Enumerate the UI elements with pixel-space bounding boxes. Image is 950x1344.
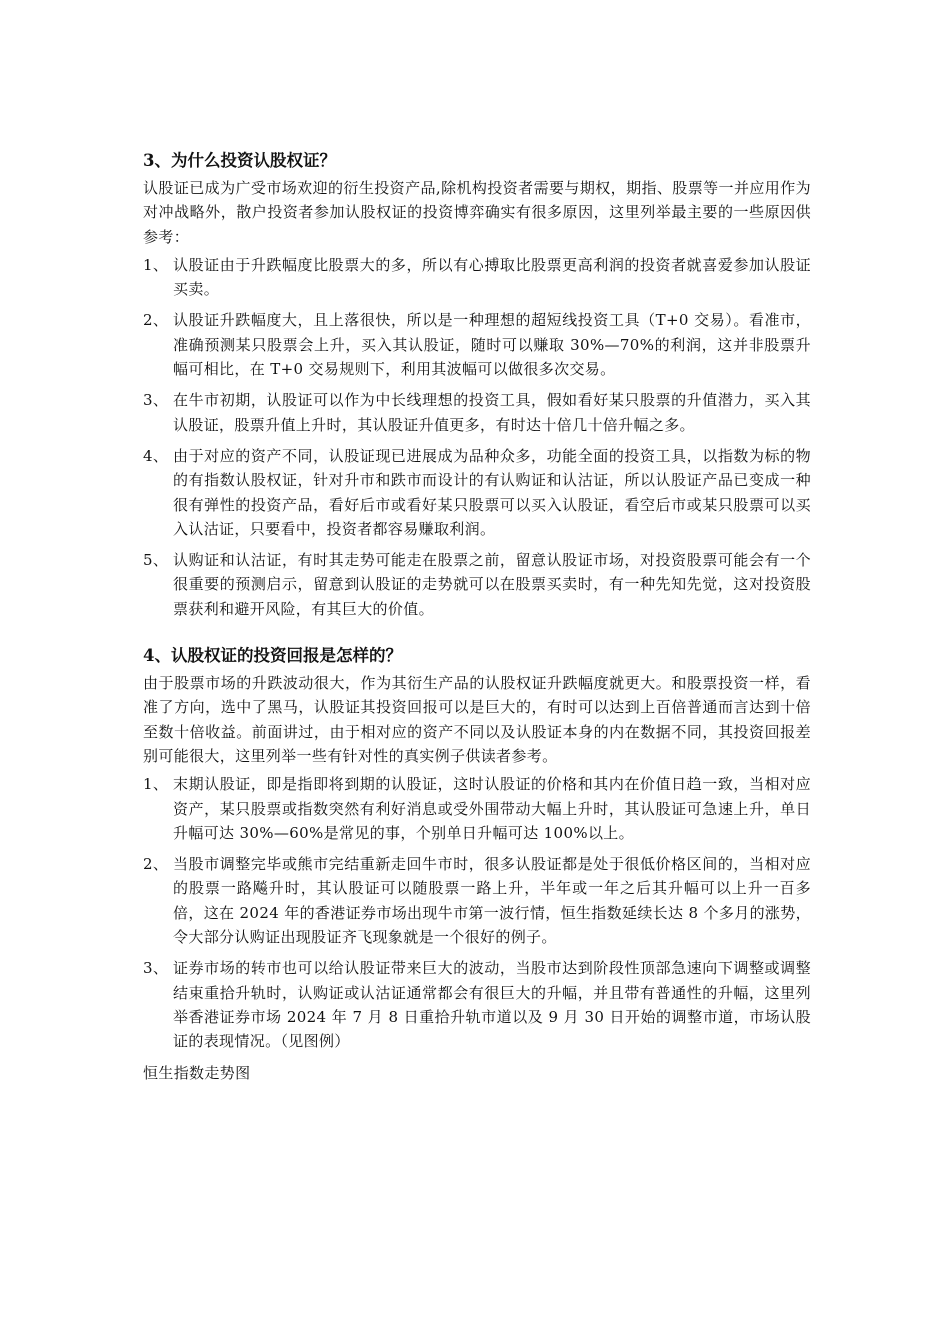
- section-3-list: [143, 253, 811, 621]
- section-3-heading: 3、为什么投资认股权证？: [143, 151, 336, 170]
- document-page: [143, 148, 811, 1085]
- list-item-text: 认购证和认沽证，有时其走势可能走在股票之前，留意认股证市场，对投资股票可能会有一个很重要的预测启示，留意到认股证的走势就可以在股票买卖时，有一种先知先觉，这对投资股票获利和避开风险，有其巨大的价值。: [173, 551, 811, 618]
- list-item: [143, 772, 811, 845]
- list-item: [143, 852, 811, 949]
- list-item-number: 3、: [143, 391, 169, 410]
- list-item-text: 当股市调整完毕或熊市完结重新走回牛市时，很多认股证都是处于很低价格区间的，当相对应的股票一路飚升时，其认股证可以随股票一路上升，半年或一年之后其升幅可以上升一百多倍，这在 2024 年的香港证券市场出现牛市第一波行情，恒生指数延续长达 8 个多月的涨势，令大部分认购证出现股证齐飞现象就是一个很好的例子。: [173, 855, 811, 947]
- list-item-number: 1、: [143, 775, 169, 794]
- list-item-text: 在牛市初期，认股证可以作为中长线理想的投资工具，假如看好某只股票的升值潜力，买入其认股证，股票升值上升时，其认股证升值更多，有时达十倍几十倍升幅之多。: [173, 391, 811, 434]
- list-item-number: 5、: [143, 551, 169, 570]
- list-item-text: 证券市场的转市也可以给认股证带来巨大的波动，当股市达到阶段性顶部急速向下调整或调整结束重拾升轨时，认购证或认沽证通常都会有很巨大的升幅，并且带有普通性的升幅，这里列举香港证券市场 2024 年 7 月 8 日重拾升轨市道以及 9 月 30 日开始的调整市道，市场认股证的表现情况。（见图例）: [173, 959, 811, 1051]
- list-item-number: 2、: [143, 855, 169, 874]
- list-item-text: 末期认股证，即是指即将到期的认股证，这时认股证的价格和其内在价值日趋一致，当相对应资产，某只股票或指数突然有利好消息或受外围带动大幅上升时，其认股证可急速上升，单日升幅可达 30%—60%是常见的事，个别单日升幅可达 100%以上。: [173, 775, 811, 842]
- list-item-number: 3、: [143, 959, 169, 978]
- list-item: [143, 956, 811, 1053]
- section-4-heading: 4、认股权证的投资回报是怎样的？: [143, 646, 402, 666]
- list-item: [143, 308, 811, 381]
- list-item: [143, 388, 811, 437]
- section-3-intro: 认股证已成为广受市场欢迎的衍生投资产品,除机构投资者需要与期权，期指、股票等一并应用作为对冲战略外，散户投资者参加认股权证的投资博弈确实有很多原因，这里列举最主要的一些原因供参考：: [143, 179, 811, 246]
- list-item-text: 认股证由于升跌幅度比股票大的多，所以有心搏取比股票更高利润的投资者就喜爱参加认股证买卖。: [173, 255, 811, 299]
- list-item-number: 2、: [143, 311, 169, 330]
- list-item-text: 认股证升跌幅度大，且上落很快，所以是一种理想的超短线投资工具（T+0 交易）。看准市，准确预测某只股票会上升，买入其认股证，随时可以赚取 30%—70%的利润，这并非股票升幅可相比，在 T+0 交易规则下，利用其波幅可以做很多次交易。: [173, 311, 811, 379]
- list-item: [143, 444, 811, 541]
- list-item-text: 由于对应的资产不同，认股证现已进展成为品种众多，功能全面的投资工具，以指数为标的物的有指数认股权证，针对升市和跌市而设计的有认购证和认沽证，所以认股证产品已变成一种很有弹性的投资产品，看好后市或看好某只股票可以买入认股证，看空后市或某只股票可以买入认沽证，只要看中，投资者都容易赚取利润。: [173, 446, 811, 538]
- list-item-number: 4、: [143, 446, 169, 465]
- section-4-intro: 由于股票市场的升跌波动很大，作为其衍生产品的认股权证升跌幅度就更大。和股票投资一样，看准了方向，选中了黑马，认股证其投资回报可以是巨大的，有时可以达到上百倍普通而言达到十倍至数十倍收益。前面讲过，由于相对应的资产不同以及认股证本身的内在数据不同，其投资回报差别可能很大，这里列举一些有针对性的真实例子供读者参考。: [143, 674, 811, 765]
- list-item: [143, 253, 811, 302]
- list-item: [143, 548, 811, 621]
- list-item-number: 1、: [143, 255, 169, 274]
- section-4-list: [143, 772, 811, 1053]
- figure-caption: 恒生指数走势图: [143, 1063, 251, 1082]
